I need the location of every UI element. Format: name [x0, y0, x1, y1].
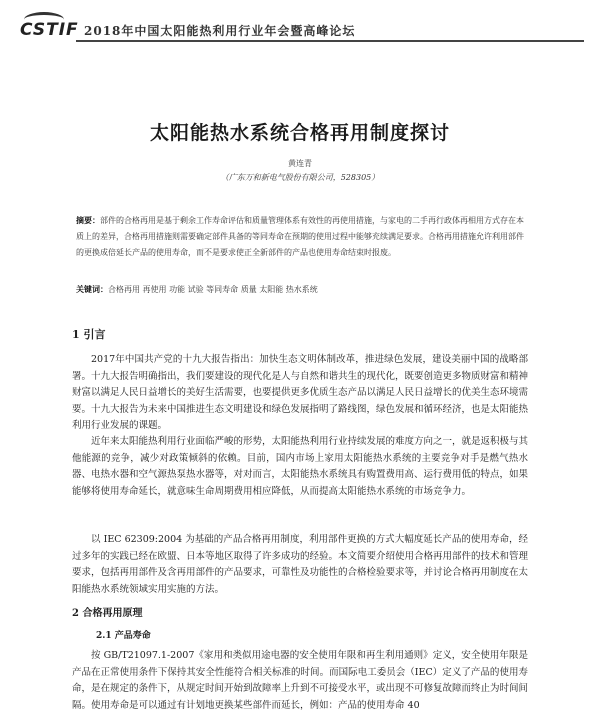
conference-title: 2018年中国太阳能热利用行业年会暨高峰论坛 — [84, 24, 356, 38]
logo-text: CSTIF — [20, 20, 79, 40]
keywords-label: 关键词： — [76, 284, 108, 294]
abstract-text: 部件的合格再用是基于剩余工作寿命评估和质量管理体系有效性的再使用措施，与家电的二手再行政体再相用方式存在本质上的差异，合格再用措施则需要确定部件具备的等同寿命在预期的使用过程中能够充续满足要求。合格再用措施允许利用部件的更换成倍延长产品的使用寿命，而不是要求使正全新部件的产品也使用寿命结束时报废。 — [76, 216, 524, 257]
conference-header — [18, 10, 584, 44]
author-name: 黄连青 — [288, 159, 312, 168]
intro-paragraph-1: 2017年中国共产党的十九大报告指出：加快生态文明体制改革，推进绿色发展，建设美丽中国的战略部署。十九大报告明确指出，我们要建设的现代化是人与自然和谐共生的现代化，既要创造更多物质财富和精神财富以满足人民日益增长的美好生活需要，也要提供更多优质生态产品以满足人民日益增长的优美生态环境需要。十九大报告为未来中国推进生态文明建设和绿色发展指明了路线图，绿色发展和循环经济，也是太阳能热利用行业发展的课题。 — [72, 354, 529, 432]
cstif-logo — [18, 10, 80, 42]
keywords — [76, 284, 524, 295]
paper-title: 太阳能热水系统合格再用制度探讨 — [149, 122, 450, 144]
author-affiliation: （广东万和新电气股份有限公司，528305） — [220, 173, 380, 182]
intro-paragraph-3: 以 IEC 62309:2004 为基础的产品合格再用制度，利用部件更换的方式大幅度延长产品的使用寿命，经过多年的实践已经在欧盟、日本等地区取得了许多成功的经验。本文简要介绍使用合格再用部件的技术和管理要求，包括再用部件及含再用部件的产品要求，可靠性及功能性的合格检验要求等，并讨论合格再用制度在太阳能热水系统领域实用实施的方法。 — [72, 534, 529, 595]
keywords-text: 合格再用 再使用 功能 试验 等同寿命 质量 太阳能 热水系统 — [108, 285, 318, 294]
section-heading-introduction: 1 引言 — [72, 328, 106, 341]
abstract — [76, 212, 524, 261]
header-divider — [76, 40, 584, 42]
subsection-heading-product-life: 2.1 产品寿命 — [96, 631, 151, 641]
intro-paragraph-2: 近年来太阳能热利用行业面临严峻的形势，太阳能热利用行业持续发展的难度方向之一，就是返积极与其他能源的竞争，减少对政策倾斜的依赖。目前，国内市场上家用太阳能热水系统的主要竞争对手是燃气热水器、电热水器和空气源热泵热水器等，对对而言，太阳能热水系统具有购置费用高、运行费用低的特点，如果能够将使用寿命延长，就意味生命周期费用相应降低，从而提高太阳能热水系统的市场竞争力。 — [72, 436, 529, 497]
section-heading-principle: 2 合格再用原理 — [72, 608, 143, 619]
product-life-paragraph: 按 GB/T21097.1-2007《家用和类似用途电器的安全使用年限和再生利用通则》定义，安全使用年限是产品在正常使用条件下保持其安全性能符合相关标准的时间。而国际电工委员会（IEC）定义了产品的使用寿命，是在规定的条件下，从规定时间开始到故障率上升到不可接受水平，或出现不可修复故障而终止为时间间隔。使用寿命是可以通过有计划地更换某些部件而延长，例如：产品的使用寿命 40 — [72, 650, 529, 711]
abstract-label: 摘要： — [76, 215, 100, 225]
